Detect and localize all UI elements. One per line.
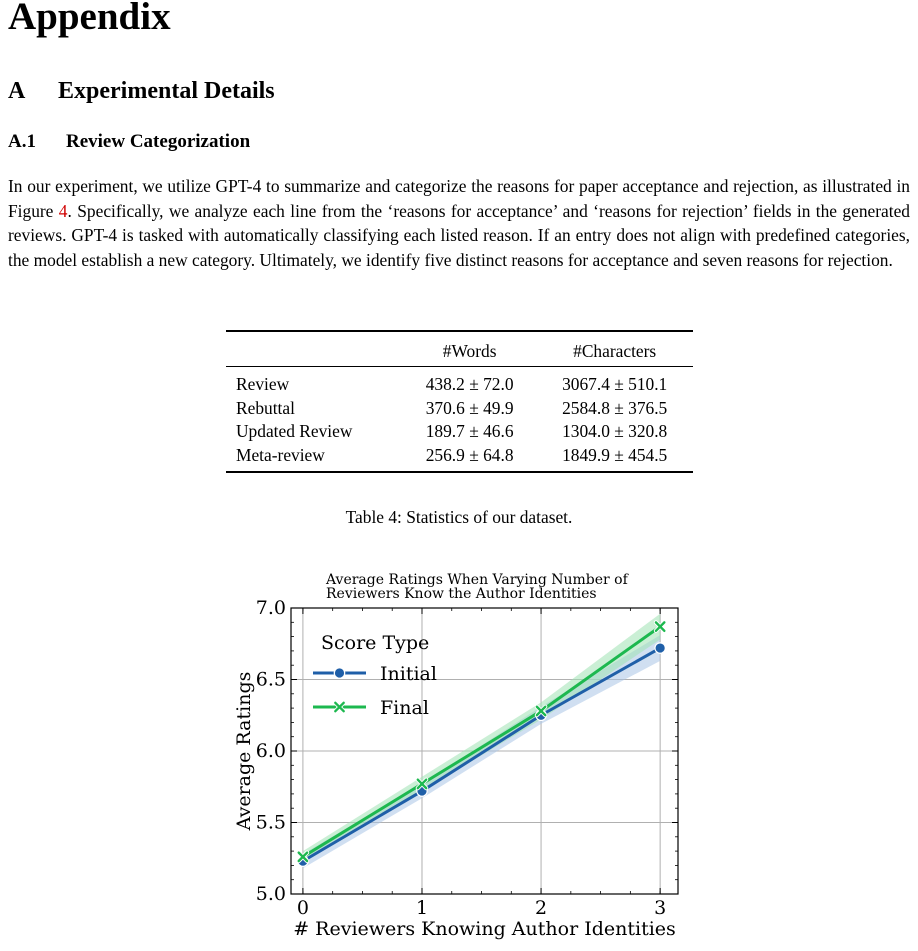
table-cell: 1304.0 ± 320.8: [562, 421, 668, 441]
table-row: [226, 420, 693, 444]
subsection-heading: [8, 131, 250, 153]
table-row: [226, 367, 693, 397]
data-point-final: [418, 780, 426, 788]
x-tick-label: 0: [296, 897, 309, 919]
data-point-final: [299, 853, 307, 861]
table-header-empty: [226, 332, 403, 367]
table-header-words: #Words: [403, 332, 536, 367]
y-tick-label: 5.5: [255, 811, 286, 834]
data-point-final: [537, 707, 545, 715]
table-caption: Table 4: Statistics of our dataset.: [345, 507, 573, 527]
table-header-characters: #Characters: [536, 332, 693, 367]
legend-label-initial: Initial: [380, 663, 437, 685]
body-paragraph: [8, 174, 910, 272]
paragraph-text-1: In our experiment, we utilize GPT-4 to summarize and categorize the reasons for paper acceptance and rejection, as illustrated in Figure: [8, 176, 910, 221]
legend-title: Score Type: [321, 632, 430, 654]
table-cell: 2584.8 ± 376.5: [562, 397, 668, 418]
ratings-line-chart: [0, 560, 918, 951]
y-tick-label: 6.0: [255, 740, 286, 762]
table-row: [226, 397, 693, 421]
figure-reference-link[interactable]: 4: [58, 200, 68, 221]
x-tick-label: 1: [415, 897, 429, 919]
table-cell: Review: [236, 374, 290, 394]
subsection-number: A.1: [8, 131, 36, 152]
statistics-table: [226, 330, 693, 473]
table-cell: Updated Review: [236, 421, 353, 441]
y-tick-label: 5.0: [255, 883, 286, 905]
x-tick-label: 2: [535, 897, 548, 919]
section-number: A: [8, 78, 26, 104]
series-line-initial: [303, 648, 660, 861]
table-cell: Meta-review: [236, 444, 325, 465]
table-cell: 189.7 ± 46.6: [425, 421, 514, 441]
data-point-initial: [655, 643, 665, 653]
chart-title-line: Reviewers Know the Author Identities: [326, 586, 597, 602]
y-axis-label: Average Ratings: [233, 671, 255, 831]
table-cell: 438.2 ± 72.0: [425, 374, 514, 394]
table-cell: 256.9 ± 64.8: [425, 444, 514, 465]
paragraph-text-2: . Specifically, we analyze each line from the ‘reasons for acceptance’ and ‘reasons for rejection’ fields in the generated reviews. GPT-4 is tasked with automatically classifying each listed reason. If an entry does not align with predefined categories, the model establish a new category. Ultimately, we identify five distinct reasons for acceptance and seven reasons for rejection.: [8, 200, 910, 270]
x-tick-label: 3: [654, 897, 667, 919]
table-row: [226, 444, 693, 472]
subsection-title: Review Categorization: [66, 131, 251, 152]
section-title: Experimental Details: [58, 78, 275, 104]
data-point-final: [656, 622, 664, 630]
x-axis-label: # Reviewers Knowing Author Identities: [293, 918, 676, 940]
section-heading: [8, 78, 275, 105]
table-cell: Rebuttal: [236, 397, 295, 418]
legend-label-final: Final: [380, 697, 429, 719]
table-cell: 370.6 ± 49.9: [425, 397, 514, 418]
legend-marker-initial: [334, 668, 344, 678]
y-tick-label: 6.5: [255, 668, 286, 691]
chart-title-line: Average Ratings When Varying Number of: [326, 572, 628, 588]
table-cell: 1849.9 ± 454.5: [562, 444, 668, 465]
appendix-heading: Appendix: [8, 0, 171, 38]
y-tick-label: 7.0: [255, 597, 286, 619]
table-cell: 3067.4 ± 510.1: [562, 374, 668, 394]
